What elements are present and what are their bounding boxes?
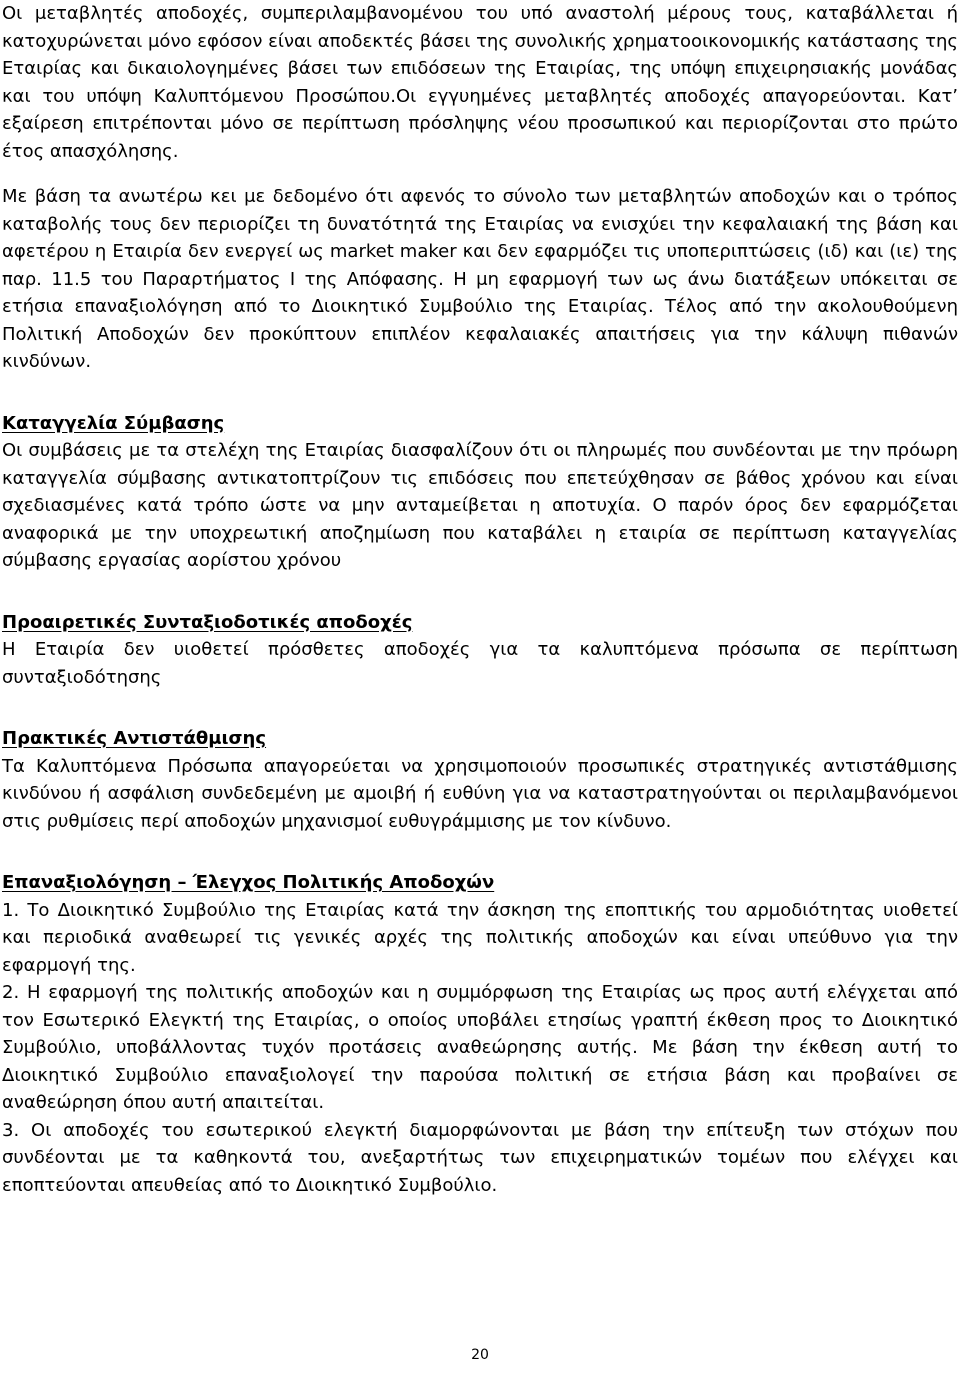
spacer [2,575,958,609]
section-heading: Προαιρετικές Συνταξιοδοτικές αποδοχές [2,611,413,633]
section-heading: Επαναξιολόγηση – Έλεγχος Πολιτικής Αποδοχών [2,872,495,893]
spacer [2,835,958,869]
section-heading: Πρακτικές Αντιστάθμισης [2,728,267,749]
paragraph-summary: Με βάση τα ανωτέρω κει με δεδομένο ότι αφενός το σύνολο των μεταβλητών αποδοχών και ο τρόπος καταβολής τους δεν περιορίζει τη δυνατότητά της Εταιρίας να ενισχύει την κεφαλαιακή της βάση και αφετέρου η Εταιρία δεν ενεργεί ως market maker και δεν εφαρμόζει τις υποπεριπτώσεις (ιδ) και (ιε) της παρ. 11.5 του Παραρτήματος Ι της Απόφασης. Η μη εφαρμογή των ως άνω διατάξεων υπόκειται σε ετήσια επαναξιολόγηση από το Διοικητικό Συμβούλιο της Εταιρίας. Τέλος από την ακολουθούμενη Πολιτική Αποδοχών δεν προκύπτουν επιπλέον κεφαλαιακές απαιτήσεις για την κάλυψη πιθανών κινδύνων. [2,186,958,372]
list-item: 1. Το Διοικητικό Συμβούλιο της Εταιρίας κατά την άσκηση της εποπτικής του αρμοδιότητας υιοθετεί και περιοδικά αναθεωρεί τις γενικές αρχές της πολιτικής αποδοχών και είναι υπεύθυνο για την εφαρμογή της. [2,899,958,976]
section-termination [2,410,958,575]
paragraph-variable-pay: Οι μεταβλητές αποδοχές, συμπεριλαμβανομένου του υπό αναστολή μέρους τους, καταβάλλεται ή κατοχυρώνεται μόνο εφόσον είναι αποδεκτές βάσει της συνολικής χρηματοοικονομικής κατάστασης της Εταιρίας και δικαιολογημένες βάσει των επιδόσεων της Εταιρίας, της υπόψη επιχειρησιακής μονάδας και του υπόψη Καλυπτόμενου Προσώπου.Οι εγγυημένες μεταβλητές αποδοχές απαγορεύονται. Κατ’ εξαίρεση επιτρέπονται μόνο σε περίπτωση πρόσληψης νέου προσωπικού και περιορίζονται στο πρώτο έτος απασχόλησης. [2,3,958,162]
section-heading: Καταγγελία Σύμβασης [2,412,225,434]
section-pension [2,609,958,692]
section-body: Οι συμβάσεις με τα στελέχη της Εταιρίας διασφαλίζουν ότι οι πληρωμές που συνδέονται με την πρόωρη καταγγελία σύμβασης αντικατοπτρίζουν τις επιδόσεις που επετεύχθησαν σε βάθος χρόνου και είναι σχεδιασμένες κατά τρόπο ώστε να μην ανταμείβεται η αποτυχία. Ο παρόν όρος δεν εφαρμόζεται αναφορικά με την υποχρεωτική αποζημίωση που καταβάλει η εταιρία σε περίπτωση καταγγελίας σύμβασης εργασίας αορίστου χρόνου [2,440,958,571]
spacer [2,691,958,725]
list-item: 2. Η εφαρμογή της πολιτικής αποδοχών και η συμμόρφωση της Εταιρίας ως προς αυτή ελέγχεται από τον Εσωτερικό Ελεγκτή της Εταιρίας, ο οποίος υποβάλει ετησίως γραπτή έκθεση προς το Διοικητικό Συμβούλιο, υποβάλλοντας τυχόν προτάσεις αναθεώρησης αυτής. Με βάση την έκθεση αυτή το Διοικητικό Συμβούλιο επαναξιολογεί την παρούσα πολιτική σε ετήσια βάση και προβαίνει σε αναθεώρηση όπου αυτή απαιτείται. [2,982,958,1113]
section-hedging [2,725,958,835]
page-number: 20 [471,1347,489,1363]
spacer [2,165,958,183]
list-item: 3. Οι αποδοχές του εσωτερικού ελεγκτή διαμορφώνονται με βάση την επίτευξη των στόχων που συνδέονται με τα καθηκοντά του, ανεξαρτήτως των επιχειρηματικών τομέων που ελέγχει και εποπτεύονται απευθείας από το Διοικητικό Συμβούλιο. [2,1119,958,1196]
section-body: Τα Καλυπτόμενα Πρόσωπα απαγορεύεται να χρησιμοποιούν προσωπικές στρατηγικές αντιστάθμισης κινδύνου ή ασφάλιση συνδεδεμένη με αμοιβή ή ευθύνη για να καταστρατηγούνται οι περιλαμβανόμενοι στις ρυθμίσεις περί αποδοχών μηχανισμοί ευθυγράμμισης με τον κίνδυνο. [2,755,958,832]
section-review [2,869,958,1199]
spacer [2,376,958,410]
section-body: Η Εταιρία δεν υιοθετεί πρόσθετες αποδοχές για τα καλυπτόμενα πρόσωπα σε περίπτωση συνταξιοδότησης [2,639,958,688]
document-page [2,0,958,1199]
